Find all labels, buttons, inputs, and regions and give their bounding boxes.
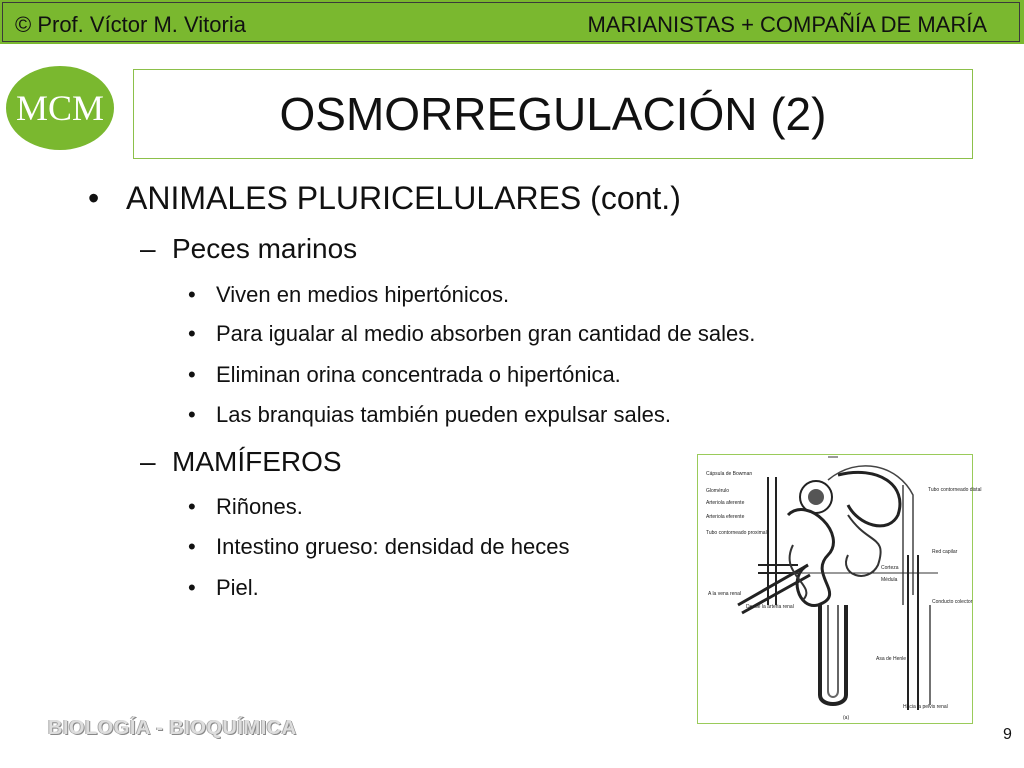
header-bar: [0, 0, 1024, 44]
sub-heading-peces: [140, 233, 357, 265]
list-item-text: Piel.: [216, 575, 259, 600]
label-aferente: Arteriola aferente: [706, 500, 745, 506]
list-item: [188, 321, 755, 347]
footer-subject: BIOLOGÍA - BIOQUÍMICA: [48, 717, 297, 739]
label-colector: Conducto colector: [932, 599, 973, 605]
label-pelvis: Hacia la pelvis renal: [903, 704, 948, 710]
page-number: 9: [1003, 726, 1012, 743]
sub-heading-mamiferos: [140, 446, 342, 478]
label-proximal: Tubo contorneado proximal: [706, 530, 767, 536]
bullet-dot: •: [188, 282, 196, 307]
label-glomerulo: Glomérulo: [706, 488, 730, 494]
bullet-dot: •: [188, 494, 196, 519]
list-item: [188, 402, 671, 428]
nephron-figure: [697, 454, 982, 724]
list-item: [188, 575, 259, 601]
list-item-text: Eliminan orina concentrada o hipertónica.: [216, 362, 621, 387]
label-eferente: Arteriola eferente: [706, 514, 745, 520]
list-item-text: Viven en medios hipertónicos.: [216, 282, 510, 307]
organization-text: MARIANISTAS + COMPAÑÍA DE MARÍA: [587, 12, 987, 37]
bullet-dot: •: [188, 402, 196, 427]
list-item: [188, 362, 621, 388]
slide-title: OSMORREGULACIÓN (2): [279, 88, 827, 140]
author-text: © Prof. Víctor M. Vitoria: [15, 12, 246, 37]
label-capilar: Red capilar: [932, 549, 958, 555]
list-item: [188, 282, 509, 308]
list-item-text: Las branquias también pueden expulsar sales.: [216, 402, 671, 427]
list-item: [188, 534, 569, 560]
bullet-dot: •: [188, 534, 196, 559]
label-arteria: Desde la arteria renal: [746, 604, 794, 610]
list-item-text: Intestino grueso: densidad de heces: [216, 534, 570, 559]
list-item-text: Riñones.: [216, 494, 303, 519]
list-item-text: Para igualar al medio absorben gran cantidad de sales.: [216, 321, 756, 346]
bullet-dot: •: [188, 321, 196, 346]
bullet-dot: •: [188, 575, 196, 600]
bullet-dot: •: [188, 362, 196, 387]
header-frame: [2, 2, 1020, 42]
mcm-logo: [4, 64, 116, 152]
main-bullet-text: ANIMALES PLURICELULARES (cont.): [126, 180, 681, 216]
main-bullet: [88, 180, 681, 217]
list-item: [188, 494, 303, 520]
nephron-diagram: [698, 455, 982, 723]
dash: –: [140, 233, 156, 264]
label-panel: (a): [843, 715, 850, 721]
title-box: [133, 69, 973, 159]
label-distal: Tubo contorneado distal: [928, 487, 982, 493]
bullet-dot: •: [88, 180, 100, 216]
label-vena: A la vena renal: [708, 591, 742, 597]
label-henle: Asa de Henle: [876, 656, 907, 662]
label-corteza: Corteza: [881, 565, 899, 571]
dash: –: [140, 446, 156, 477]
label-medula: Médula: [881, 577, 898, 583]
sub-heading-text: Peces marinos: [172, 233, 358, 264]
logo-text: MCM: [15, 88, 105, 128]
label-capsula: Cápsula de Bowman: [706, 471, 753, 477]
sub-heading-text: MAMÍFEROS: [172, 446, 342, 477]
